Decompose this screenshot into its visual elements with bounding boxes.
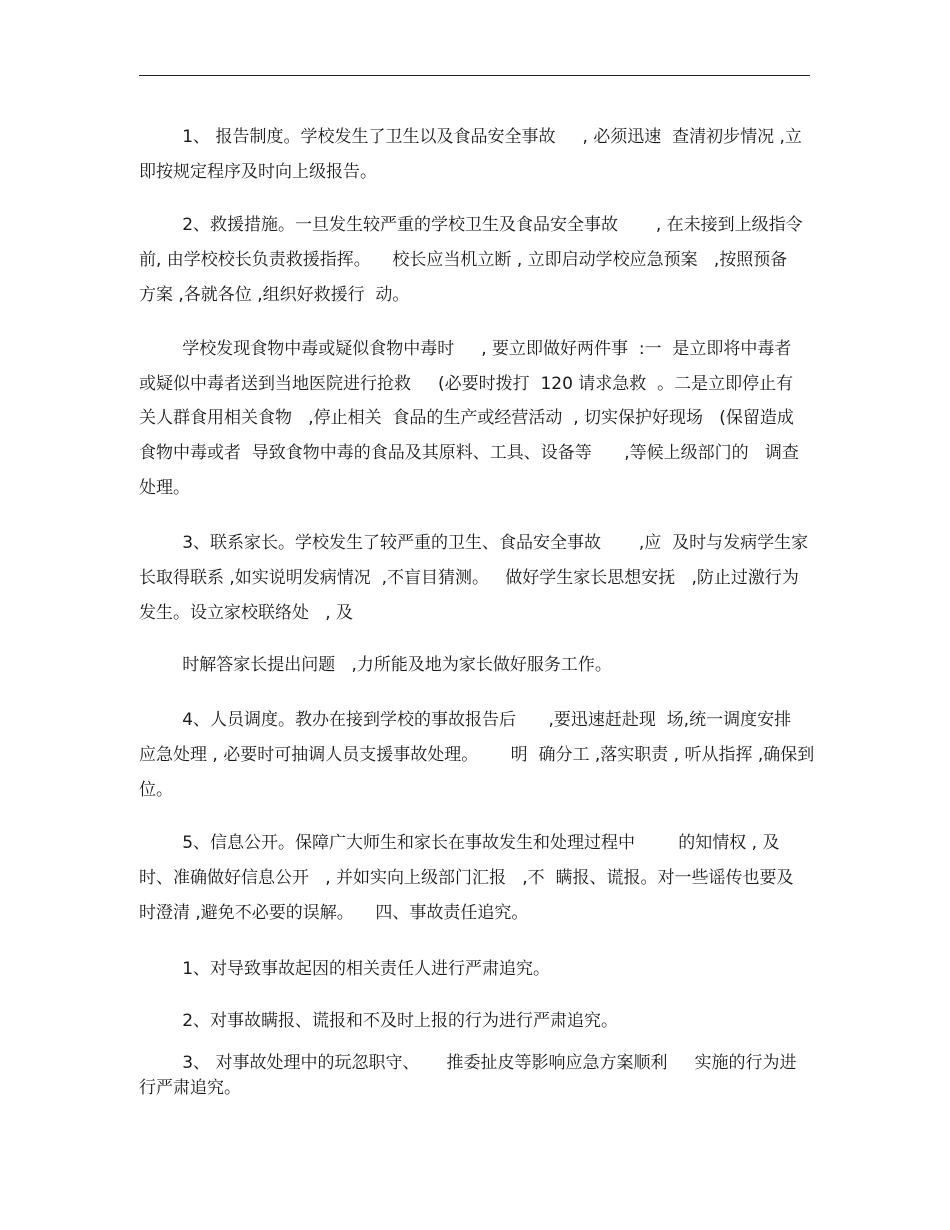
- text-line: 3、联系家长。学校发生了较严重的卫生、食品安全事故 ,应 及时与发病学生家: [139, 533, 809, 553]
- text-line: 处理。: [139, 478, 190, 498]
- text-line: 发生。设立家校联络处 , 及: [139, 603, 354, 623]
- text-line: 长取得联系 ,如实说明发病情况 ,不盲目猜测。 做好学生家长思想安抚 ,防止过激行为: [139, 568, 799, 588]
- text-line: 1、对导致事故起因的相关责任人进行严肃追究。: [139, 959, 551, 979]
- text-line: 或疑似中毒者送到当地医院进行抢救 (必要时拨打 120 请求急救 。二是立即停止有: [139, 374, 794, 394]
- text-line: 时澄清 ,避免不必要的误解。 四、事故责任追究。: [139, 903, 529, 923]
- text-line: 5、信息公开。保障广大师生和家长在事故发生和处理过程中 的知情权 , 及: [139, 833, 780, 853]
- text-line: 4、人员调度。教办在接到学校的事故报告后 ,要迅速赶赴现 场,统一调度安排: [139, 710, 792, 730]
- text-line: 3、 对事故处理中的玩忽职守、 推委扯皮等影响应急方案顺利 实施的行为进: [139, 1053, 797, 1073]
- text-line: 应急处理 , 必要时可抽调人员支援事故处理。 明 确分工 ,落实职责 , 听从指挥 ,确保到: [139, 745, 815, 765]
- text-line: 1、 报告制度。学校发生了卫生以及食品安全事故 , 必须迅速 查清初步情况 ,立: [139, 127, 802, 147]
- text-line: 关人群食用相关食物 ,停止相关 食品的生产或经营活动 , 切实保护好现场 (保留造成: [139, 408, 794, 428]
- text-line: 行严肃追究。: [139, 1078, 241, 1098]
- text-line: 2、救援措施。一旦发生较严重的学校卫生及食品安全事故 , 在未接到上级指令: [139, 215, 803, 235]
- text-line: 方案 ,各就各位 ,组织好救援行 动。: [139, 285, 410, 305]
- text-line: 学校发现食物中毒或疑似食物中毒时 , 要立即做好两件事 :一 是立即将中毒者: [139, 339, 792, 359]
- text-line: 2、对事故瞒报、谎报和不及时上报的行为进行严肃追究。: [139, 1011, 619, 1031]
- text-line: 前, 由学校校长负责救援指挥。 校长应当机立断 , 立即启动学校应急预案 ,按照预备: [139, 250, 788, 270]
- header-rule: [139, 75, 810, 76]
- text-line: 时、准确做好信息公开 , 并如实向上级部门汇报 ,不 瞒报、谎报。对一些谣传也要及: [139, 868, 794, 888]
- text-line: 时解答家长提出问题 ,力所能及地为家长做好服务工作。: [139, 655, 612, 675]
- text-line: 即按规定程序及时向上级报告。: [139, 162, 377, 182]
- text-line: 位。: [139, 780, 173, 800]
- text-line: 食物中毒或者 导致食物中毒的食品及其原料、工具、设备等 ,等候上级部门的 调查: [139, 443, 799, 463]
